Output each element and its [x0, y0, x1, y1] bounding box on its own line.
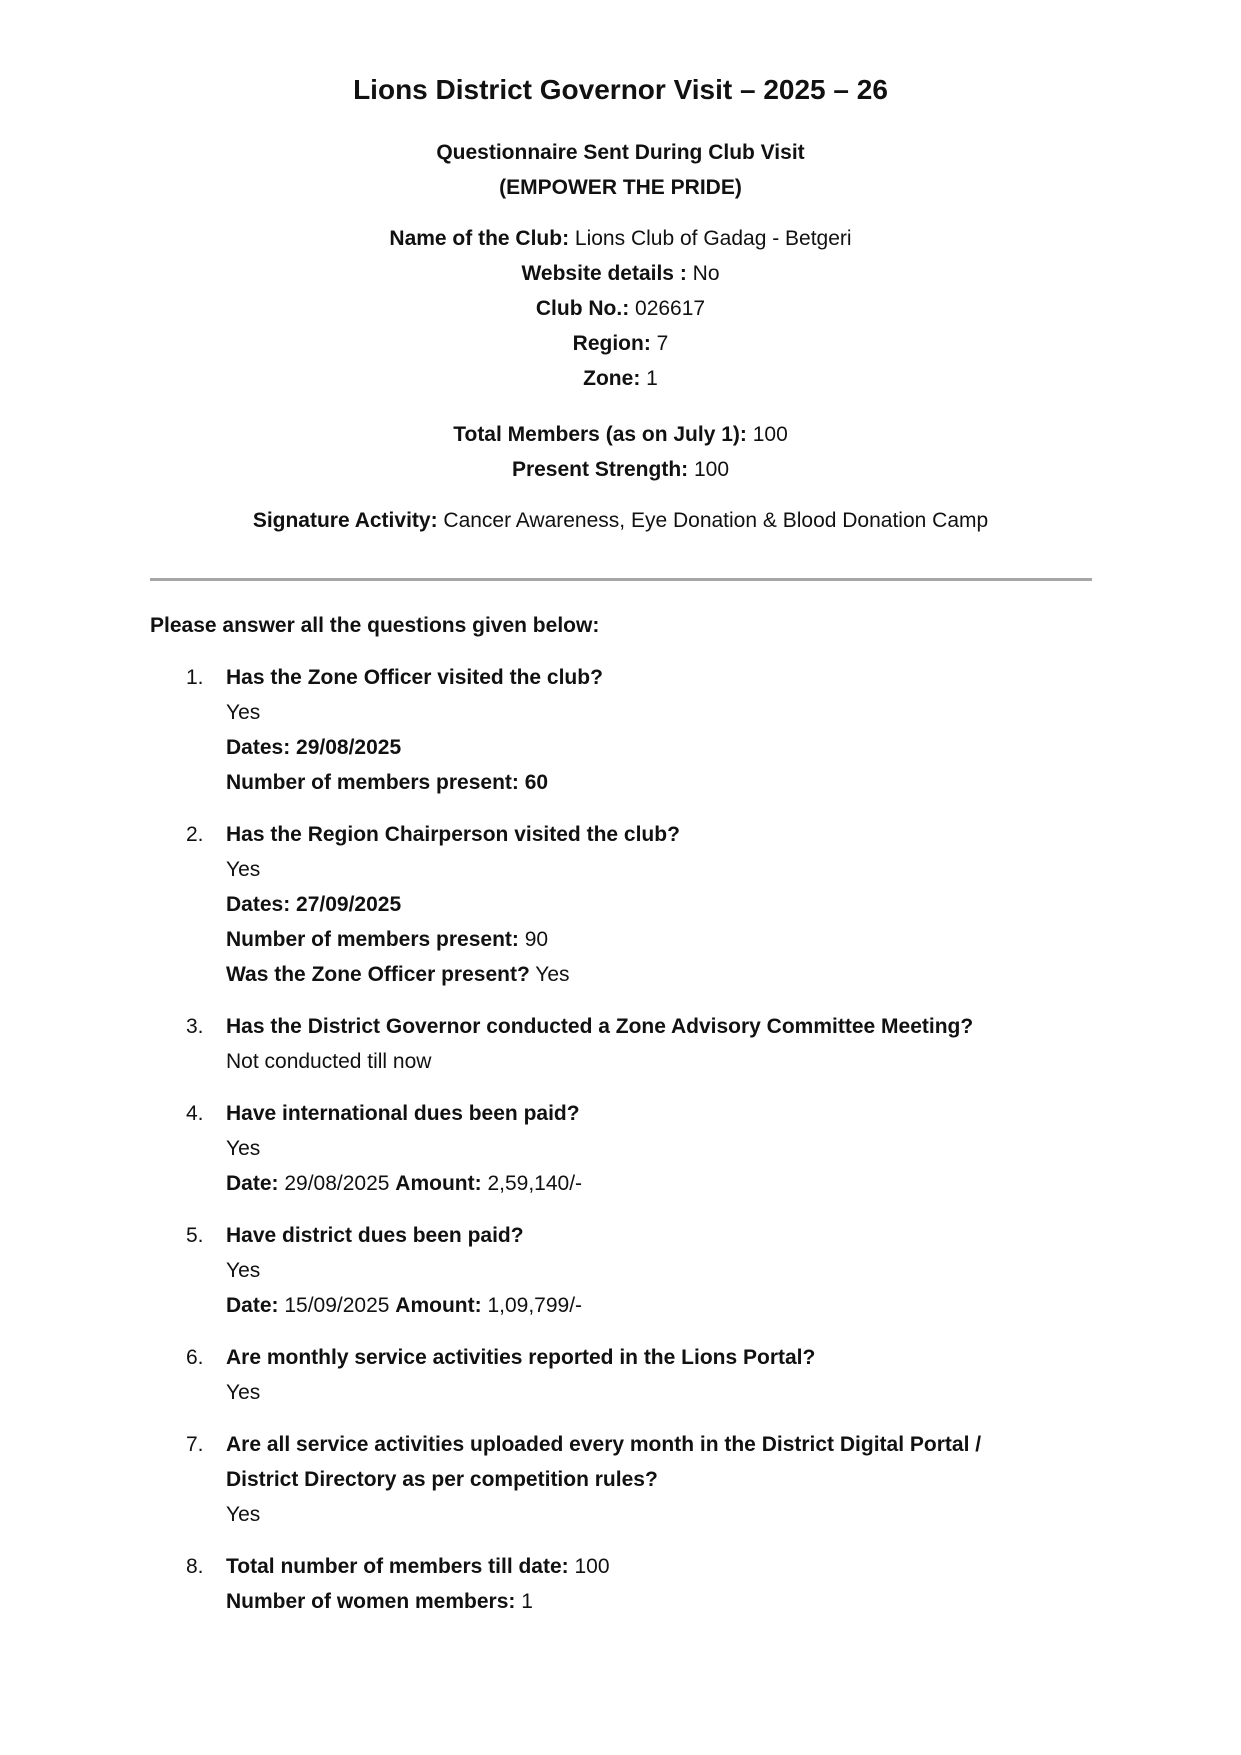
question-2 — [150, 817, 1100, 992]
website-line — [0, 256, 1241, 291]
women-members-line — [226, 1584, 1100, 1619]
club-no-line — [0, 291, 1241, 326]
question-text-line-2: District Directory as per competition rules? — [226, 1468, 658, 1491]
women-members-label: Number of women members: — [226, 1590, 516, 1613]
answer-text: Yes — [226, 858, 261, 881]
present-strength-label: Present Strength: — [511, 458, 689, 481]
signature-activity — [0, 503, 1241, 538]
members-present: Number of members present: 60 — [226, 771, 549, 794]
question-number: 7. — [186, 1433, 204, 1456]
payment-date-value: 15/09/2025 — [278, 1294, 396, 1317]
zone-officer-present-line — [226, 957, 1100, 992]
answer-text: Not conducted till now — [226, 1050, 432, 1073]
question-5 — [150, 1218, 1100, 1323]
questions-intro: Please answer all the questions given below: — [150, 614, 600, 637]
question-text: Have district dues been paid? — [226, 1224, 524, 1247]
payment-line — [226, 1166, 1100, 1201]
region-label: Region: — [572, 332, 651, 355]
question-number: 6. — [186, 1346, 204, 1369]
women-members-value: 1 — [515, 1590, 533, 1613]
answer-text: Yes — [226, 1259, 261, 1282]
club-no-value: 026617 — [629, 297, 706, 320]
zone-line — [0, 361, 1241, 396]
question-text: Has the Region Chairperson visited the club? — [226, 823, 680, 846]
payment-amount-value: 2,59,140/- — [481, 1172, 583, 1195]
website-label: Website details : — [521, 262, 687, 285]
answer-text: Yes — [226, 701, 261, 724]
question-text-line-1: Are all service activities uploaded every month in the District Digital Portal / — [226, 1433, 982, 1456]
question-6 — [150, 1340, 1100, 1410]
visit-dates: Dates: 29/08/2025 — [226, 736, 402, 759]
question-1 — [150, 660, 1100, 800]
region-line — [0, 326, 1241, 361]
website-value: No — [686, 262, 720, 285]
subtitle-theme: (EMPOWER THE PRIDE) — [499, 176, 742, 199]
total-members-value: 100 — [746, 423, 788, 446]
signature-activity-label: Signature Activity: — [252, 509, 438, 532]
question-number: 1. — [186, 666, 204, 689]
members-present-value: 90 — [518, 928, 549, 951]
zone-value: 1 — [640, 367, 658, 390]
page-title: Lions District Governor Visit – 2025 – 26 — [353, 74, 888, 105]
question-number: 3. — [186, 1015, 204, 1038]
question-number: 4. — [186, 1102, 204, 1125]
question-text: Are monthly service activities reported in the Lions Portal? — [226, 1346, 816, 1369]
signature-activity-value: Cancer Awareness, Eye Donation & Blood Donation Camp — [437, 509, 989, 532]
total-members-label: Total Members (as on July 1): — [453, 423, 747, 446]
question-number: 5. — [186, 1224, 204, 1247]
question-number: 8. — [186, 1555, 204, 1578]
payment-amount-label: Amount: — [395, 1172, 482, 1195]
payment-amount-value: 1,09,799/- — [481, 1294, 583, 1317]
question-4 — [150, 1096, 1100, 1201]
question-number: 2. — [186, 823, 204, 846]
subtitle-questionnaire: Questionnaire Sent During Club Visit — [436, 141, 805, 164]
total-members-till-date-label: Total number of members till date: — [226, 1555, 569, 1578]
total-members-till-date-line — [226, 1549, 1100, 1584]
payment-date-label: Date: — [226, 1294, 279, 1317]
answer-text: Yes — [226, 1137, 261, 1160]
club-name-value: Lions Club of Gadag - Betgeri — [569, 227, 852, 250]
total-members-till-date-value: 100 — [568, 1555, 610, 1578]
subtitle-block — [0, 135, 1241, 205]
signature-activity-line — [0, 503, 1241, 538]
club-no-label: Club No.: — [535, 297, 630, 320]
club-details — [0, 221, 1241, 396]
club-name-label: Name of the Club: — [389, 227, 570, 250]
visit-dates: Dates: 27/09/2025 — [226, 893, 402, 916]
answer-text: Yes — [226, 1381, 261, 1404]
question-7 — [150, 1427, 1100, 1532]
question-3 — [150, 1009, 1100, 1079]
members-present-label: Number of members present: — [226, 928, 519, 951]
question-list — [150, 660, 1100, 1636]
present-strength-value: 100 — [688, 458, 730, 481]
payment-amount-label: Amount: — [395, 1294, 482, 1317]
region-value: 7 — [650, 332, 669, 355]
present-strength-line — [0, 452, 1241, 487]
zone-label: Zone: — [583, 367, 641, 390]
zone-officer-present-value: Yes — [529, 963, 570, 986]
section-divider — [150, 578, 1092, 581]
payment-date-value: 29/08/2025 — [278, 1172, 396, 1195]
question-8 — [150, 1549, 1100, 1619]
payment-line — [226, 1288, 1100, 1323]
total-members-line — [0, 417, 1241, 452]
club-name-line — [0, 221, 1241, 256]
zone-officer-present-label: Was the Zone Officer present? — [226, 963, 530, 986]
question-text: Has the Zone Officer visited the club? — [226, 666, 603, 689]
question-text: Have international dues been paid? — [226, 1102, 580, 1125]
payment-date-label: Date: — [226, 1172, 279, 1195]
answer-text: Yes — [226, 1503, 261, 1526]
members-present-line — [226, 922, 1100, 957]
question-text: Has the District Governor conducted a Zone Advisory Committee Meeting? — [226, 1015, 974, 1038]
member-counts — [0, 417, 1241, 487]
